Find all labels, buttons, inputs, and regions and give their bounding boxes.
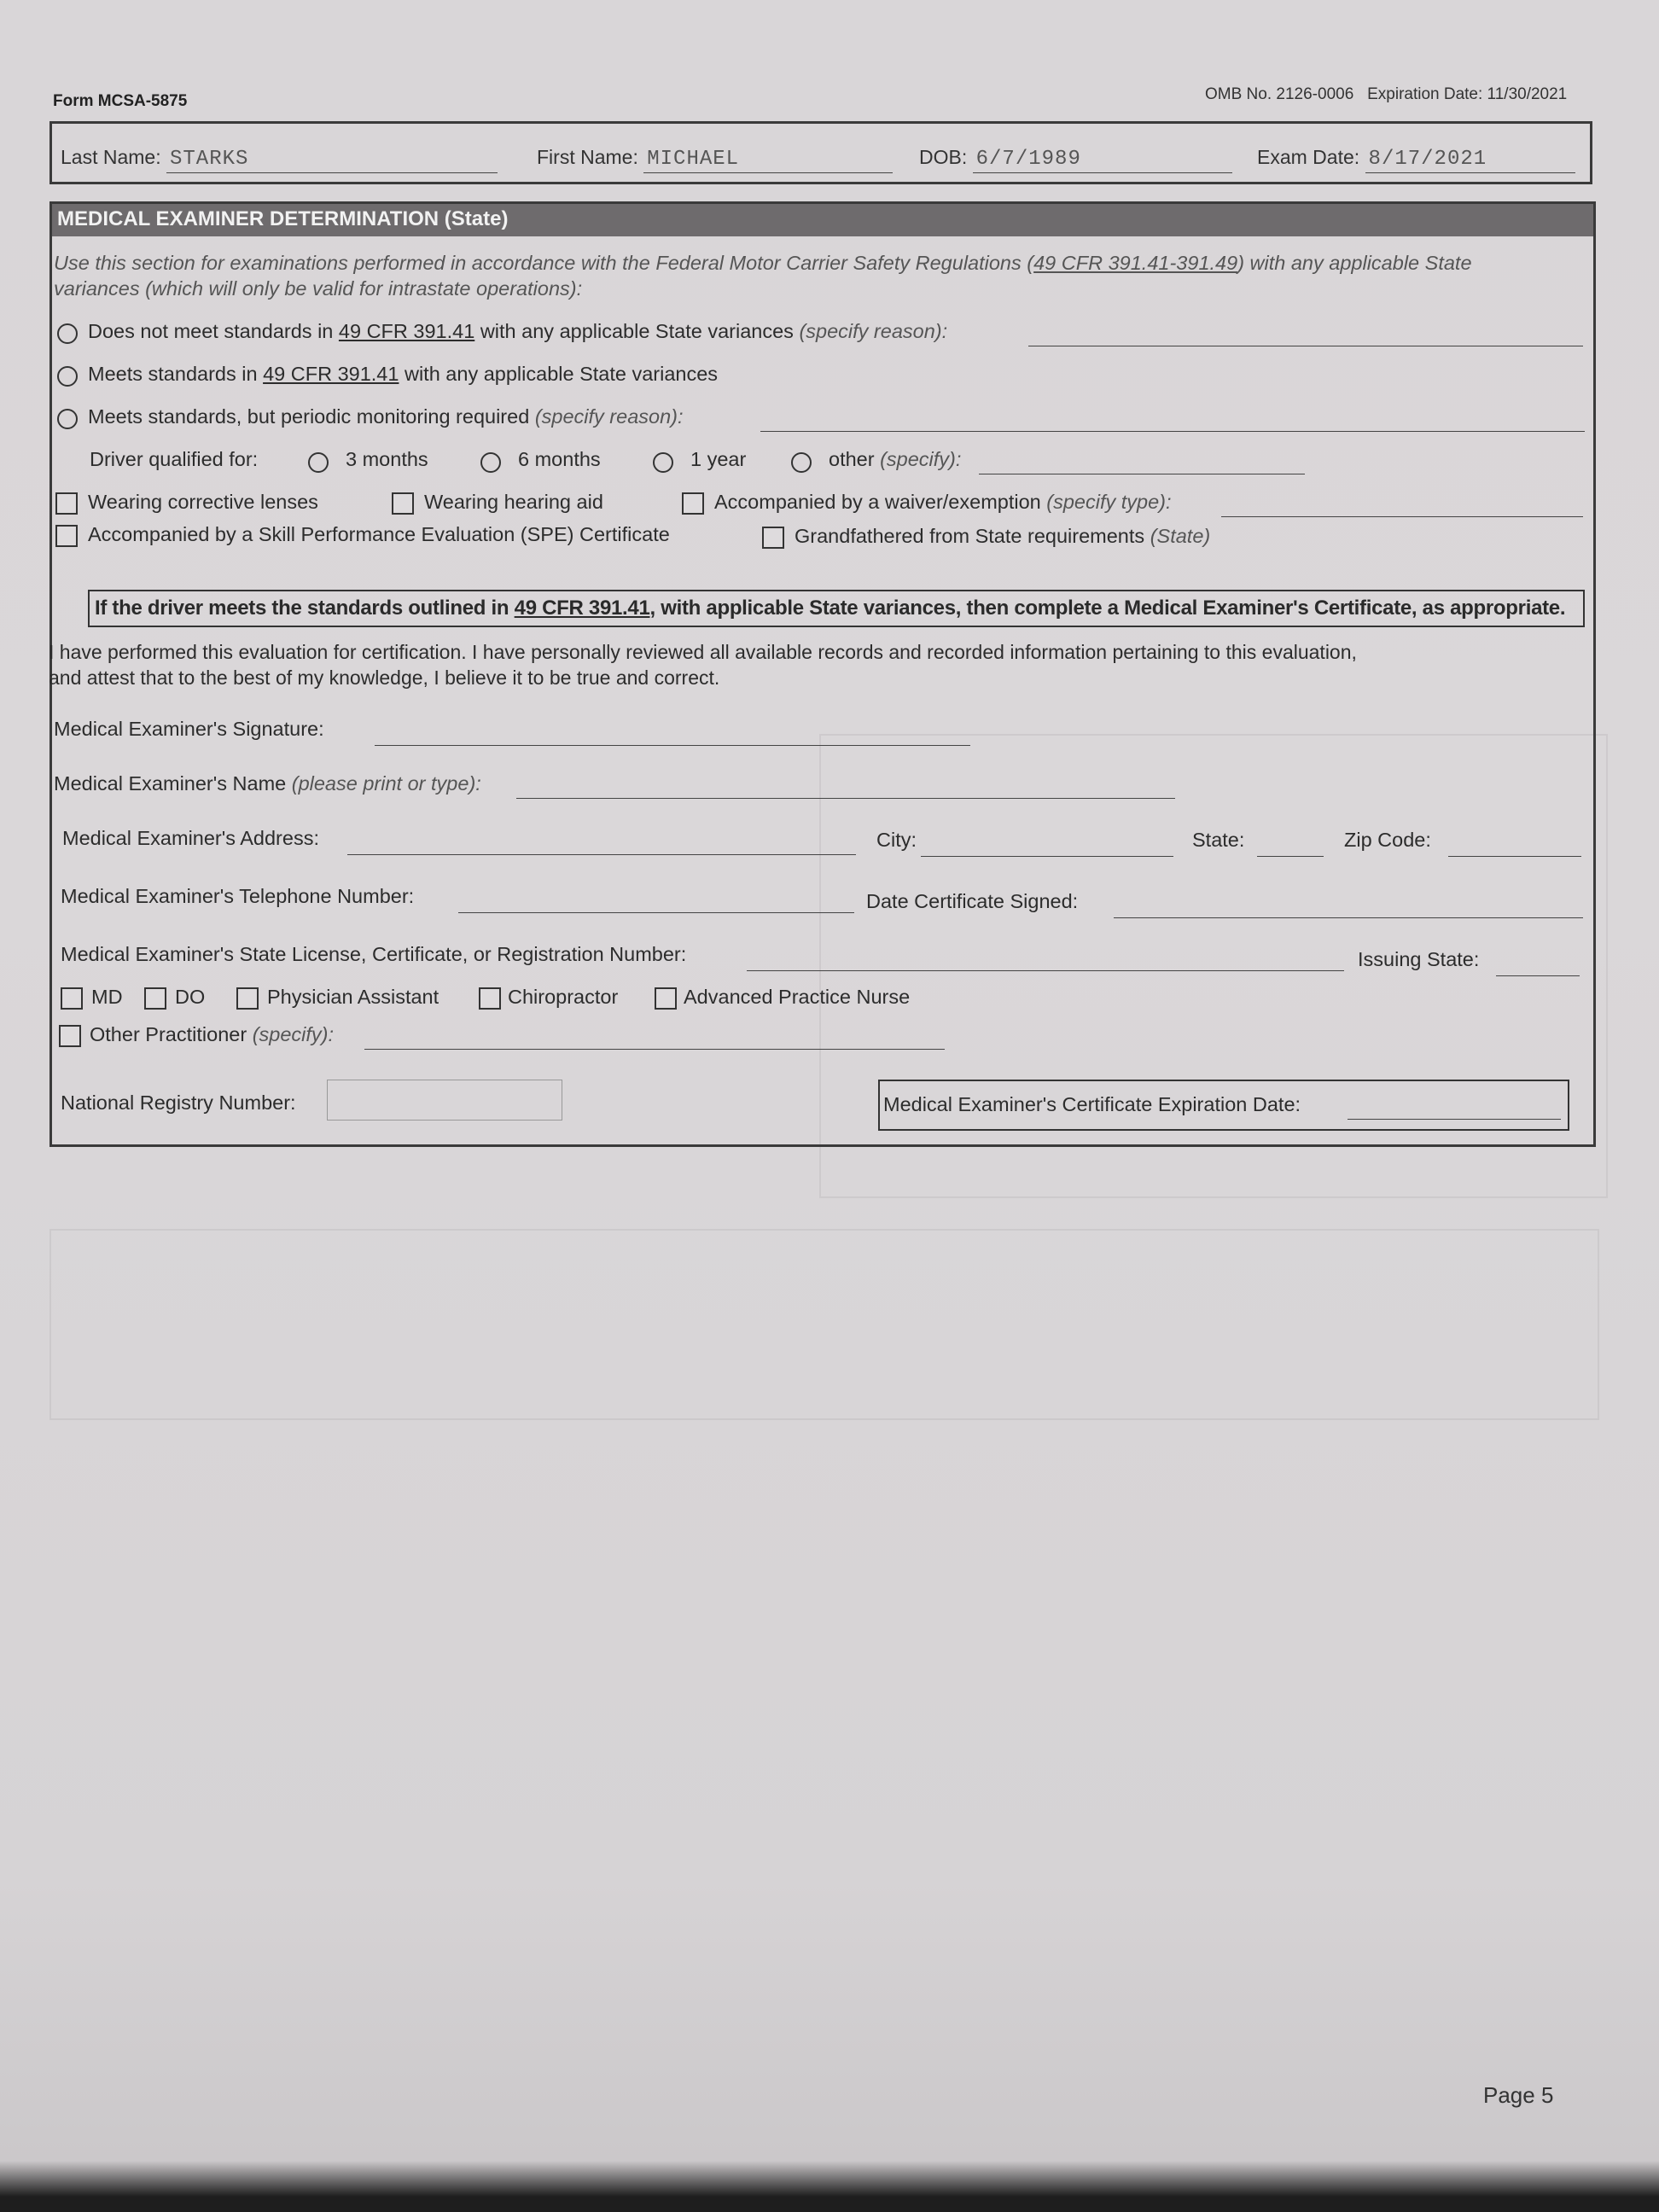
- national-registry-label: National Registry Number:: [61, 1091, 296, 1114]
- license-label: Medical Examiner's State License, Certificate, or Registration Number:: [61, 943, 687, 965]
- qualified-1-year-radio[interactable]: [653, 452, 673, 473]
- chiropractor-checkbox[interactable]: [479, 987, 501, 1010]
- md-checkbox[interactable]: [61, 987, 83, 1010]
- phone-label: Medical Examiner's Telephone Number:: [61, 885, 415, 907]
- first-name-field: [537, 146, 893, 173]
- examiner-name-line[interactable]: [516, 798, 1175, 799]
- last-name-value[interactable]: STARKS: [166, 148, 498, 173]
- corrective-lenses-checkbox[interactable]: [55, 492, 78, 515]
- do-label: DO: [175, 986, 206, 1008]
- patient-header: [49, 121, 1592, 184]
- section-title: MEDICAL EXAMINER DETERMINATION (State): [52, 204, 1593, 236]
- attestation-line-2: and attest that to the best of my knowledge, I believe it to be true and correct.: [49, 667, 720, 689]
- zip-line[interactable]: [1448, 856, 1581, 857]
- periodic-reason-line[interactable]: [760, 431, 1585, 432]
- chiropractor-label: Chiropractor: [508, 986, 619, 1008]
- waiver-type-line[interactable]: [1221, 516, 1583, 517]
- hearing-aid-checkbox[interactable]: [392, 492, 414, 515]
- license-line[interactable]: [747, 970, 1344, 971]
- page-edge-shadow: [0, 2161, 1659, 2212]
- address-label: Medical Examiner's Address:: [62, 827, 319, 849]
- determination-section: [49, 201, 1596, 1147]
- grandfathered-label: Grandfathered from State requirements (State): [795, 525, 1211, 547]
- signature-line[interactable]: [375, 745, 970, 746]
- last-name-label: Last Name:: [61, 146, 161, 168]
- date-signed-line[interactable]: [1114, 917, 1583, 918]
- opt1-cfr-link[interactable]: 49 CFR 391.41: [338, 320, 475, 342]
- do-checkbox[interactable]: [144, 987, 166, 1010]
- exam-date-label: Exam Date:: [1257, 146, 1360, 168]
- meets-standards-label: Meets standards in 49 CFR 391.41 with any applicable State variances: [88, 363, 719, 385]
- certificate-expiration-box: [878, 1080, 1569, 1131]
- zip-label: Zip Code:: [1344, 829, 1431, 851]
- other-practitioner-line[interactable]: [364, 1049, 945, 1050]
- first-name-value[interactable]: MICHAEL: [643, 148, 893, 173]
- physician-assistant-label: Physician Assistant: [267, 986, 439, 1008]
- first-name-label: First Name:: [537, 146, 638, 168]
- date-signed-label: Date Certificate Signed:: [866, 890, 1079, 912]
- dob-field: [919, 146, 1232, 173]
- issuing-state-line[interactable]: [1496, 975, 1580, 976]
- waiver-checkbox[interactable]: [682, 492, 704, 515]
- section-intro-line2: variances (which will only be valid for intrastate operations):: [54, 277, 583, 300]
- dob-label: DOB:: [919, 146, 968, 168]
- qualified-other-radio[interactable]: [791, 452, 812, 473]
- qualified-6-months-radio[interactable]: [480, 452, 501, 473]
- dob-value[interactable]: 6/7/1989: [973, 148, 1232, 173]
- exam-date-field: [1257, 146, 1575, 173]
- national-registry-input[interactable]: [327, 1080, 562, 1121]
- page-number: Page 5: [1483, 2082, 1554, 2108]
- qualified-6-months-label: 6 months: [518, 448, 601, 470]
- spe-certificate-checkbox[interactable]: [55, 525, 78, 547]
- periodic-monitoring-label: Meets standards, but periodic monitoring required (specify reason):: [88, 405, 684, 428]
- other-practitioner-label: Other Practitioner (specify):: [90, 1023, 335, 1045]
- spe-certificate-label: Accompanied by a Skill Performance Evaluation (SPE) Certificate: [88, 523, 670, 545]
- opt2-cfr-link[interactable]: 49 CFR 391.41: [263, 363, 399, 385]
- phone-line[interactable]: [458, 912, 854, 913]
- state-line[interactable]: [1257, 856, 1324, 857]
- does-not-meet-radio[interactable]: [57, 323, 78, 344]
- city-line[interactable]: [921, 856, 1173, 857]
- city-label: City:: [876, 829, 917, 851]
- last-name-field: [61, 146, 498, 173]
- qualified-1-year-label: 1 year: [690, 448, 747, 470]
- advanced-practice-nurse-label: Advanced Practice Nurse: [684, 986, 911, 1008]
- hearing-aid-label: Wearing hearing aid: [424, 491, 603, 513]
- physician-assistant-checkbox[interactable]: [236, 987, 259, 1010]
- qualified-3-months-radio[interactable]: [308, 452, 329, 473]
- advanced-practice-nurse-checkbox[interactable]: [655, 987, 677, 1010]
- grandfathered-checkbox[interactable]: [762, 527, 784, 549]
- state-label: State:: [1192, 829, 1245, 851]
- other-practitioner-checkbox[interactable]: [59, 1025, 81, 1047]
- address-line[interactable]: [347, 854, 856, 855]
- expiration-label: Medical Examiner's Certificate Expiration Date:: [883, 1093, 1301, 1115]
- qualified-other-label: other (specify):: [829, 448, 962, 470]
- attestation-line-1: I have performed this evaluation for certification. I have personally reviewed all available records and recorded information pertaining to this evaluation,: [49, 641, 1357, 663]
- intro-cfr-link[interactable]: 49 CFR 391.41-391.49: [1033, 252, 1238, 274]
- examiner-name-label: Medical Examiner's Name (please print or type):: [54, 772, 481, 795]
- corrective-lenses-label: Wearing corrective lenses: [88, 491, 318, 513]
- exam-date-value[interactable]: 8/17/2021: [1365, 148, 1575, 173]
- periodic-monitoring-radio[interactable]: [57, 409, 78, 429]
- issuing-state-label: Issuing State:: [1358, 948, 1480, 970]
- expiration-line[interactable]: [1348, 1119, 1561, 1120]
- qualified-3-months-label: 3 months: [346, 448, 428, 470]
- omb-expiration: OMB No. 2126-0006 Expiration Date: 11/30/2021: [1205, 85, 1568, 103]
- meets-standards-radio[interactable]: [57, 366, 78, 387]
- qualified-for-label: Driver qualified for:: [90, 448, 259, 470]
- section-intro: Use this section for examinations performed in accordance with the Federal Motor Carrier Safety Regulations (49 CFR 391.41-391.49) with any applicable State: [54, 252, 1472, 274]
- signature-label: Medical Examiner's Signature:: [54, 718, 324, 740]
- form-id: Form MCSA-5875: [53, 92, 188, 110]
- bleed-through-box: [49, 1229, 1599, 1420]
- certificate-instruction-callout: If the driver meets the standards outlined in 49 CFR 391.41, with applicable State variances, then complete a Medical Examiner's Certificate, as appropriate.: [88, 590, 1585, 627]
- does-not-meet-label: Does not meet standards in 49 CFR 391.41 with any applicable State variances (specify reason):: [88, 320, 948, 342]
- callout-cfr-link[interactable]: 49 CFR 391.41: [514, 597, 650, 620]
- md-label: MD: [91, 986, 123, 1008]
- waiver-label: Accompanied by a waiver/exemption (specify type):: [714, 491, 1172, 513]
